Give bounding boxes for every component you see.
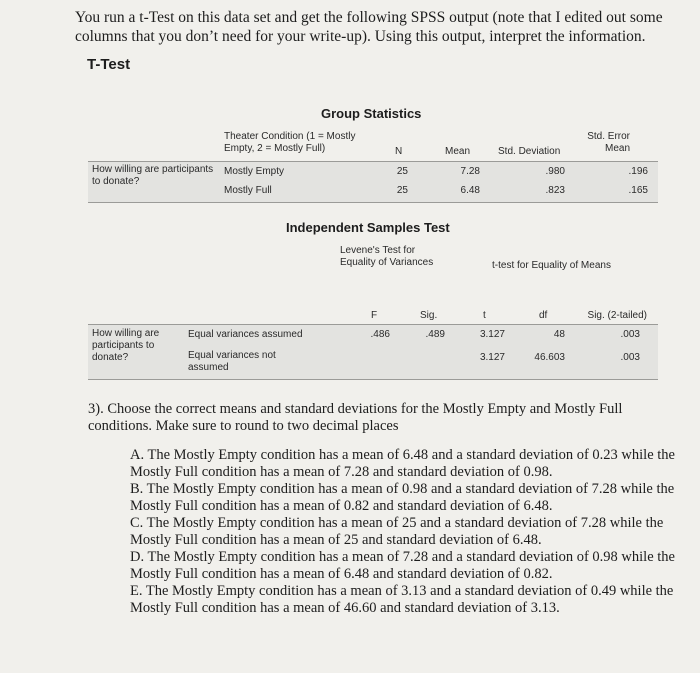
option-d[interactable]: D. The Mostly Empty condition has a mean of 7.28 and a standard deviation of 0.98 while the Mostly Full condition has a mean of 6.48 and standard deviation of 0.82.: [130, 549, 675, 582]
row-equal-variances-assumed: Equal variances assumed: [188, 329, 303, 340]
row-equal-variances-not-assumed: Equal variances not assumed: [188, 350, 276, 373]
section-title: T-Test: [87, 56, 131, 73]
cell-n: 25: [396, 166, 408, 177]
option-a[interactable]: A. The Mostly Empty condition has a mean of 6.48 and a standard deviation of 0.23 while the Mostly Full condition has a mean of 7.28 and standard deviation of 0.98.: [130, 447, 675, 480]
cell-mean: 6.48: [460, 185, 480, 196]
levene-header: Levene's Test for Equality of Variances: [340, 245, 434, 268]
col-t: t: [483, 310, 486, 321]
intro-text: You run a t-Test on this data set and get the following SPSS output (note that I edited out some columns that you don’t need for your write-up). Using this output, interpret the information.: [75, 9, 663, 45]
cell-condition: Mostly Full: [224, 185, 272, 196]
table-rule: [88, 379, 658, 380]
cell-std-deviation: .823: [545, 185, 565, 196]
col-df: df: [539, 310, 548, 321]
indep-test-title: Independent Samples Test: [286, 220, 450, 235]
cell-std-deviation: .980: [545, 166, 565, 177]
group-stats-title: Group Statistics: [321, 106, 422, 121]
cell-std-error: .165: [628, 185, 648, 196]
col-n: N: [395, 146, 403, 157]
row-label: How willing are participants to donate?: [92, 164, 214, 187]
col-std-error-mean: Std. Error Mean: [587, 131, 630, 154]
cell-mean: 7.28: [460, 166, 480, 177]
answer-options: [130, 447, 675, 617]
cell-sig-2-tailed: .003: [620, 352, 640, 363]
option-c[interactable]: C. The Mostly Empty condition has a mean of 25 and a standard deviation of 7.28 while the Mostly Full condition has a mean of 25 and standard deviation of 6.48.: [130, 515, 664, 548]
col-sig-2-tailed: Sig. (2-tailed): [587, 310, 647, 321]
col-std-deviation: Std. Deviation: [498, 146, 561, 157]
cell-std-error: .196: [628, 166, 648, 177]
col-mean: Mean: [445, 146, 471, 157]
option-b[interactable]: B. The Mostly Empty condition has a mean of 0.98 and a standard deviation of 7.28 while the Mostly Full condition has a mean of 0.82 and standard deviation of 6.48.: [130, 481, 675, 514]
col-sig: Sig.: [420, 310, 438, 321]
cell-sig-2-tailed: .003: [620, 329, 640, 340]
col-condition: Theater Condition (1 = Mostly Empty, 2 = Mostly Full): [224, 131, 356, 154]
cell-condition: Mostly Empty: [224, 166, 285, 177]
cell-f: .486: [370, 329, 390, 340]
table-rule: [88, 202, 658, 203]
cell-df: 48: [553, 329, 565, 340]
cell-t: 3.127: [479, 329, 505, 340]
question-text: 3). Choose the correct means and standard deviations for the Mostly Empty and Mostly Full conditions. Make sure to round to two decimal places: [88, 401, 623, 434]
row-label: How willing are participants to donate?: [92, 328, 160, 363]
cell-t: 3.127: [479, 352, 505, 363]
cell-df: 46.603: [534, 352, 565, 363]
option-e[interactable]: E. The Mostly Empty condition has a mean of 3.13 and a standard deviation of 0.49 while the Mostly Full condition has a mean of 46.60 and standard deviation of 3.13.: [130, 583, 674, 616]
ttest-header: t-test for Equality of Means: [492, 260, 611, 271]
cell-n: 25: [396, 185, 408, 196]
col-f: F: [371, 310, 378, 321]
cell-sig: .489: [425, 329, 445, 340]
